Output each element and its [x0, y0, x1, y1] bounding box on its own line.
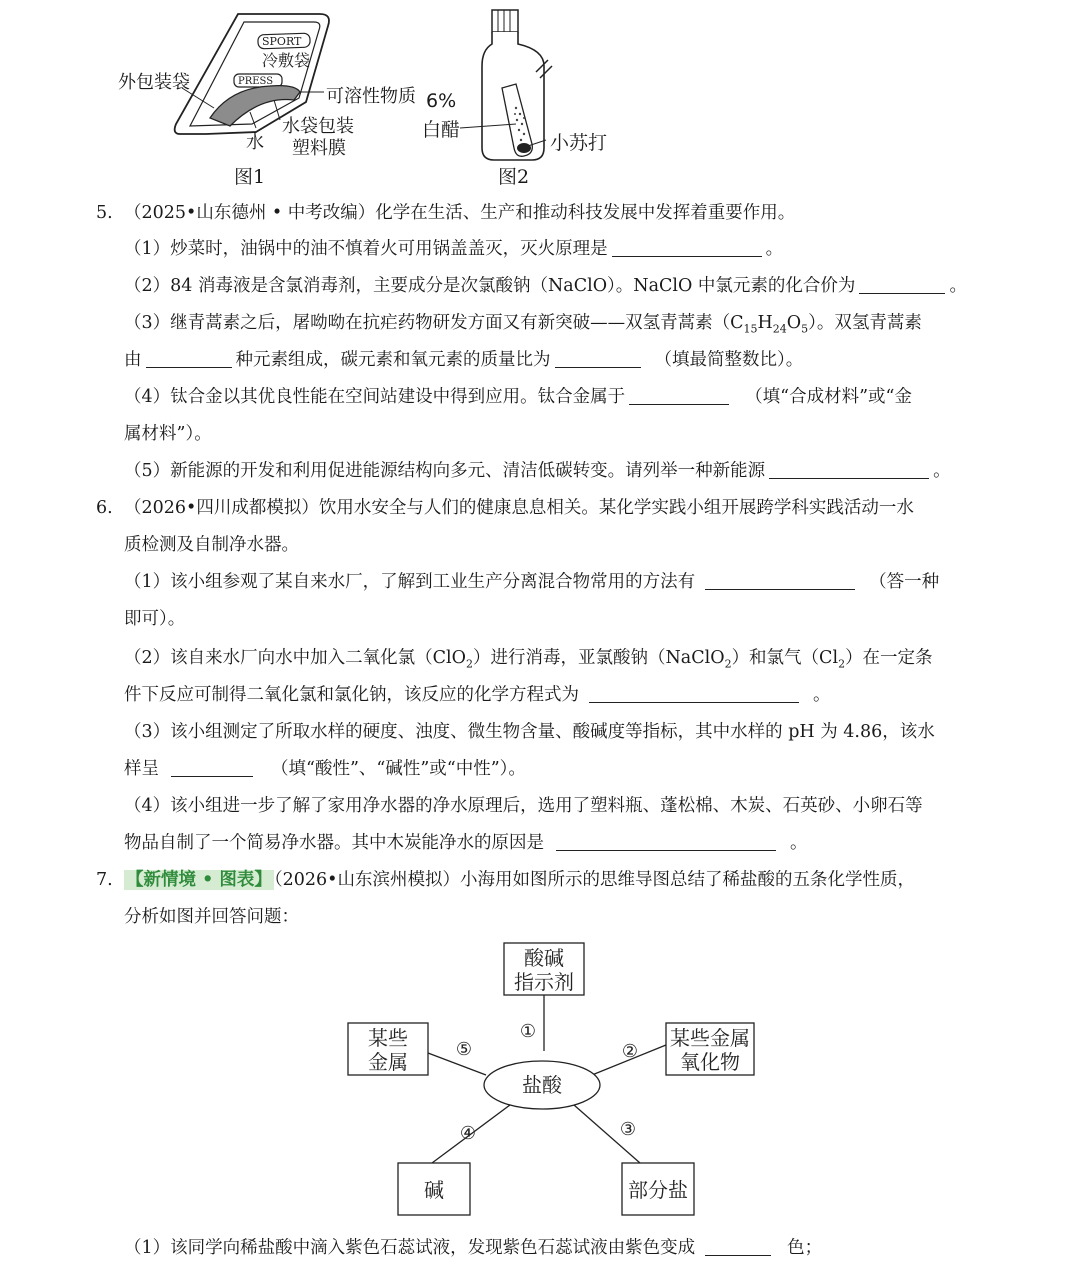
q6-part2-text-d: ）在一定条: [845, 648, 933, 668]
q7-tag: 【新情境 • 图表】: [126, 870, 272, 890]
q6-part1-text-a: （1）该小组参观了某自来水厂，了解到工业生产分离混合物常用的方法有: [124, 572, 696, 592]
figure-2-caption: 图2: [498, 166, 530, 188]
q5-part4-text-c: 属材料”）。: [124, 424, 212, 444]
q6-stem-1: （2026•四川成都模拟）饮用水安全与人们的健康息息相关。某化学实践小组开展跨学科实践活动一水: [124, 498, 914, 518]
q5-part3-line2: [124, 348, 803, 372]
q6-part3-text-b: 样呈: [124, 759, 159, 779]
q6-part1-text-c: 即可）。: [124, 609, 186, 629]
q5-part3-sub1: 15: [743, 322, 758, 336]
q7-stem-1: （2026•山东滨州模拟）小海用如图所示的思维导图总结了稀盐酸的五条化学性质，: [273, 870, 915, 890]
q5-part3-sub3: 5: [801, 322, 809, 336]
q5-part3-text-d: 种元素组成，碳元素和氧元素的质量比为: [235, 350, 551, 370]
q6-part3-text-c: （填“酸性”、“碱性”或“中性”）。: [271, 759, 526, 779]
q6-part1-blank[interactable]: [705, 571, 855, 590]
q7-part1-blank[interactable]: [705, 1237, 771, 1256]
node-metal-oxide-line2: 氧化物: [680, 1050, 740, 1074]
q6-number: 6.: [96, 498, 113, 518]
mind-map-svg: [330, 935, 770, 1225]
q5-part2-text: （2）84 消毒液是含氯消毒剂，主要成分是次氯酸钠（NaClO）。NaClO 中氯元素的化合价为: [124, 276, 856, 296]
q5-part1-text: （1）炒菜时，油锅中的油不慎着火可用锅盖盖灭，灭火原理是: [124, 239, 608, 259]
q6-part2-text-c: ）和氯气（Cl: [731, 648, 839, 668]
q5-part1: [124, 237, 783, 261]
q5-part3-blank-1[interactable]: [146, 349, 232, 368]
label-water-bag-2: 塑料膜: [292, 138, 346, 159]
figure-2: [420, 0, 620, 190]
q5-part3-text-e: （填最简整数比）。: [654, 350, 804, 370]
q5-part2-blank[interactable]: [859, 275, 945, 294]
q5-stem: （2025•山东德州 • 中考改编）化学在生活、生产和推动科技发展中发挥着重要作用。: [124, 203, 796, 223]
q7-part1-text-b: 色；: [787, 1238, 823, 1258]
q6-part1-line1: [124, 570, 939, 594]
label-vinegar-pct: 6%: [426, 90, 457, 112]
node-metal-oxide-line1: 某些金属: [670, 1026, 750, 1050]
q6-part2-end: 。: [813, 685, 831, 705]
q6-part2-sub2: 2: [724, 657, 732, 671]
q6-part1-text-b: （答一种: [869, 572, 940, 592]
q5-part4-line1: [124, 385, 912, 409]
q5-part2-end: 。: [949, 276, 967, 296]
q6-part4-text-b: 物品自制了一个简易净水器。其中木炭能净水的原因是: [124, 833, 544, 853]
bag-text-sport: SPORT: [262, 35, 302, 48]
bag-text-press: PRESS: [238, 76, 274, 87]
node-base: 碱: [424, 1178, 444, 1202]
q7-stem-2: 分析如图并回答问题：: [124, 907, 299, 927]
label-water-bag-1: 水袋包装: [282, 116, 354, 137]
q5-part5-blank[interactable]: [769, 460, 929, 479]
q6-part3-text-a: （3）该小组测定了所取水样的硬度、浊度、微生物含量、酸碱度等指标，其中水样的 pH 为 4.86，该水: [124, 722, 935, 742]
q5-part1-blank[interactable]: [612, 238, 762, 257]
q5-part3-line1: [124, 311, 922, 342]
node-indicator-line1: 酸碱: [524, 946, 564, 970]
q6-part2-text-b: ）进行消毒，亚氯酸钠（NaClO: [472, 648, 725, 668]
bag-text-cold: 冷敷袋: [262, 51, 311, 70]
node-metal-line2: 金属: [368, 1050, 408, 1074]
edge-label-1: ①: [519, 1021, 537, 1042]
q5-part4-text-b: （填“合成材料”或“金: [745, 387, 912, 407]
node-indicator-line2: 指示剂: [514, 970, 574, 994]
label-soluble: 可溶性物质: [326, 86, 416, 107]
q6-part2-blank[interactable]: [589, 684, 799, 703]
q6-part2-sub1: 2: [465, 657, 473, 671]
q6-part4-end: 。: [790, 833, 808, 853]
label-soda: 小苏打: [550, 132, 608, 154]
q5-part3-blank-2[interactable]: [555, 349, 641, 368]
q5-part5: [124, 459, 951, 483]
q5-part5-end: 。: [933, 461, 951, 481]
q5-part4-blank[interactable]: [629, 386, 729, 405]
figure-1: [110, 0, 440, 190]
edge-label-5: ⑤: [455, 1039, 473, 1060]
q5-part4-text-a: （4）钛合金以其优良性能在空间站建设中得到应用。钛合金属于: [124, 387, 626, 407]
label-outer-bag: 外包装袋: [118, 72, 190, 93]
center-node: 盐酸: [522, 1073, 562, 1097]
q5-part3-h: H: [757, 313, 773, 333]
q6-part4-line2: [124, 831, 808, 855]
mind-map: [330, 935, 770, 1225]
q6-part3-line2: [124, 757, 526, 781]
q7-number: 7.: [96, 870, 113, 890]
node-metal-line1: 某些: [368, 1026, 408, 1050]
q6-part4-blank[interactable]: [556, 832, 776, 851]
q5-part5-text: （5）新能源的开发和利用促进能源结构向多元、清洁低碳转变。请列举一种新能源: [124, 461, 766, 481]
q6-part2-text-e: 件下反应可制得二氧化氯和氯化钠，该反应的化学方程式为: [124, 685, 579, 705]
q7-part1: [124, 1236, 822, 1260]
q5-part3-o: O: [786, 313, 802, 333]
q7-part1-text-a: （1）该同学向稀盐酸中滴入紫色石蕊试液，发现紫色石蕊试液由紫色变成: [124, 1238, 696, 1258]
q5-part1-end: 。: [765, 239, 784, 259]
edge-label-2: ②: [621, 1041, 639, 1062]
label-water: 水: [246, 132, 264, 153]
label-vinegar: 白醋: [422, 119, 461, 141]
q5-part3-text-a: （3）继青蒿素之后，屠呦呦在抗疟药物研发方面又有新突破——双氢青蒿素（C: [124, 313, 744, 333]
q6-part2-line1: [124, 646, 933, 677]
q5-part3-text-b: ）。双氢青蒿素: [808, 313, 922, 333]
q5-part3-sub2: 24: [772, 322, 787, 336]
q6-part4-text-a: （4）该小组进一步了解了家用净水器的净水原理后，选用了塑料瓶、蓬松棉、木炭、石英砂、小卵石等: [124, 796, 923, 816]
q7-stem-1-line: [124, 868, 915, 892]
q6-part2-line2: [124, 683, 831, 707]
q5-part3-text-c: 由: [124, 350, 142, 370]
q5-number: 5.: [96, 203, 113, 223]
q5-part2: [124, 274, 967, 298]
q6-stem-2: 质检测及自制净水器。: [124, 535, 299, 555]
node-salt: 部分盐: [628, 1178, 688, 1202]
q6-part2-text-a: （2）该自来水厂向水中加入二氧化氯（ClO: [124, 648, 466, 668]
edge-label-3: ③: [619, 1119, 637, 1140]
figure-1-caption: 图1: [234, 166, 266, 188]
q6-part2-sub3: 2: [838, 657, 846, 671]
edge-label-4: ④: [459, 1123, 477, 1144]
q6-part3-blank[interactable]: [171, 758, 253, 777]
